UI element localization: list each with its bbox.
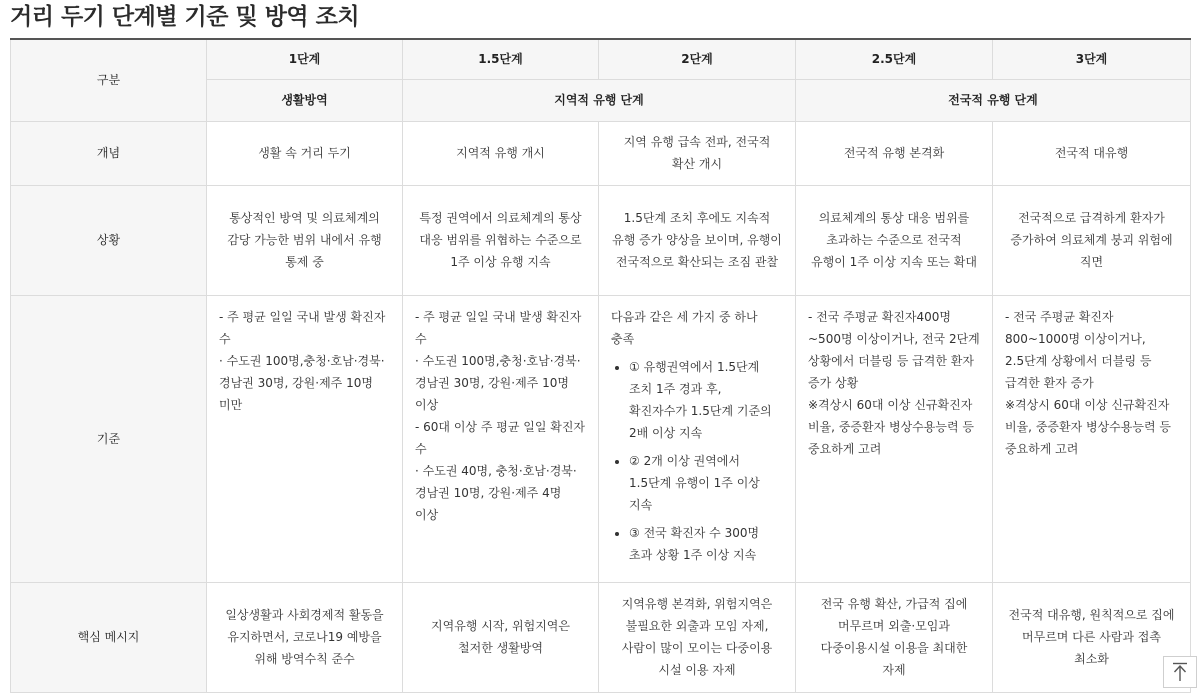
criteria-line: - 60대 이상 주 평균 일일 확진자 수 (415, 419, 585, 456)
criteria-intro: 다음과 같은 세 가지 중 하나 충족 (611, 309, 758, 346)
situation-cell: 의료체계의 통상 대응 범위를 초과하는 수준으로 전국적 유행이 1주 이상 지속 또는 확대 (796, 185, 993, 295)
concept-cell: 전국적 유행 본격화 (796, 121, 993, 185)
message-cell: 전국 유행 확산, 가급적 집에 머무르며 외출·모임과 다중이용시설 이용을 최대한 자제 (796, 582, 993, 692)
page-title: 거리 두기 단계별 기준 및 방역 조치 (10, 4, 360, 30)
situation-cell: 특정 권역에서 의료체계의 통상 대응 범위를 위협하는 수준으로 1주 이상 유행 지속 (403, 185, 599, 295)
criteria-line: - 전국 주평균 확진자400명 ~500명 이상이거나, 전국 2단계 상황에서 더블링 등 급격한 환자 증가 상황 (808, 309, 980, 390)
arrow-up-to-line-icon (1172, 662, 1188, 682)
stage-2-header: 2단계 (599, 39, 796, 79)
concept-row (11, 121, 1191, 185)
message-cell: 일상생활과 사회경제적 활동을 유지하면서, 코로나19 예방을 위해 방역수칙 준수 (207, 582, 403, 692)
message-cell: 지역유행 본격화, 위험지역은 불필요한 외출과 모임 자제, 사람이 많이 모이는 다중이용 시설 이용 자제 (599, 582, 796, 692)
criteria-line: ※격상시 60대 이상 신규확진자 비율, 중증환자 병상수용능력 등 중요하게 고려 (1005, 397, 1171, 456)
criteria-cell-stage-2-5 (796, 295, 993, 582)
message-cell: 지역유행 시작, 위험지역은 철저한 생활방역 (403, 582, 599, 692)
stage-2-5-header: 2.5단계 (796, 39, 993, 79)
criteria-line: · 수도권 40명, 충청·호남·경북·경남권 10명, 강원·제주 4명 이상 (415, 463, 577, 522)
concept-cell: 생활 속 거리 두기 (207, 121, 403, 185)
message-cell: 전국적 대유행, 원칙적으로 집에 머무르며 다른 사람과 접촉 최소화 (993, 582, 1191, 692)
situation-cell: 1.5단계 조치 후에도 지속적 유행 증가 양상을 보이며, 유행이 전국적으로 확산되는 조짐 관찰 (599, 185, 796, 295)
condition-item: • ② 2개 이상 권역에서 1.5단계 유행이 1주 이상 지속 (629, 450, 783, 516)
situation-row (11, 185, 1191, 295)
group-daily-prevention: 생활방역 (207, 79, 403, 121)
criteria-line: - 전국 주평균 확진자 800~1000명 이상이거나, 2.5단계 상황에서 더블링 등 급격한 환자 증가 (1005, 309, 1152, 390)
condition-item: • ③ 전국 확진자 수 300명 초과 상황 1주 이상 지속 (629, 522, 783, 566)
criteria-cell-stage-2 (599, 295, 796, 582)
corner-label: 구분 (11, 39, 207, 121)
group-national-epidemic: 전국적 유행 단계 (796, 79, 1191, 121)
criteria-line: · 수도권 100명,충청·호남·경북·경남권 30명, 강원·제주 10명 이상 (415, 353, 581, 412)
row-label-concept: 개념 (11, 121, 207, 185)
criteria-line: · 수도권 100명,충청·호남·경북·경남권 30명, 강원·제주 10명 미만 (219, 353, 385, 412)
situation-cell: 전국적으로 급격하게 환자가 증가하여 의료체계 붕괴 위험에 직면 (993, 185, 1191, 295)
concept-cell: 지역 유행 급속 전파, 전국적 확산 개시 (599, 121, 796, 185)
criteria-row (11, 295, 1191, 582)
stage-1-header: 1단계 (207, 39, 403, 79)
row-label-situation: 상황 (11, 185, 207, 295)
distancing-table (10, 38, 1191, 693)
condition-list (611, 356, 783, 566)
situation-cell: 통상적인 방역 및 의료체계의 감당 가능한 범위 내에서 유행 통제 중 (207, 185, 403, 295)
row-label-message: 핵심 메시지 (11, 582, 207, 692)
criteria-line: - 주 평균 일일 국내 발생 확진자 수 (415, 309, 582, 346)
criteria-cell-stage-1 (207, 295, 403, 582)
scroll-top-button[interactable] (1163, 656, 1197, 688)
criteria-cell-stage-1-5 (403, 295, 599, 582)
stage-1-5-header: 1.5단계 (403, 39, 599, 79)
row-label-criteria: 기준 (11, 295, 207, 582)
concept-cell: 지역적 유행 개시 (403, 121, 599, 185)
stage-header-row (11, 39, 1191, 79)
message-row (11, 582, 1191, 692)
condition-item: • ① 유행권역에서 1.5단계 조치 1주 경과 후, 확진자수가 1.5단계 기준의 2배 이상 지속 (629, 356, 783, 444)
stage-3-header: 3단계 (993, 39, 1191, 79)
criteria-line: ※격상시 60대 이상 신규확진자 비율, 중증환자 병상수용능력 등 중요하게 고려 (808, 397, 974, 456)
concept-cell: 전국적 대유행 (993, 121, 1191, 185)
criteria-line: - 주 평균 일일 국내 발생 확진자 수 (219, 309, 386, 346)
criteria-cell-stage-3 (993, 295, 1191, 582)
group-regional-epidemic: 지역적 유행 단계 (403, 79, 796, 121)
